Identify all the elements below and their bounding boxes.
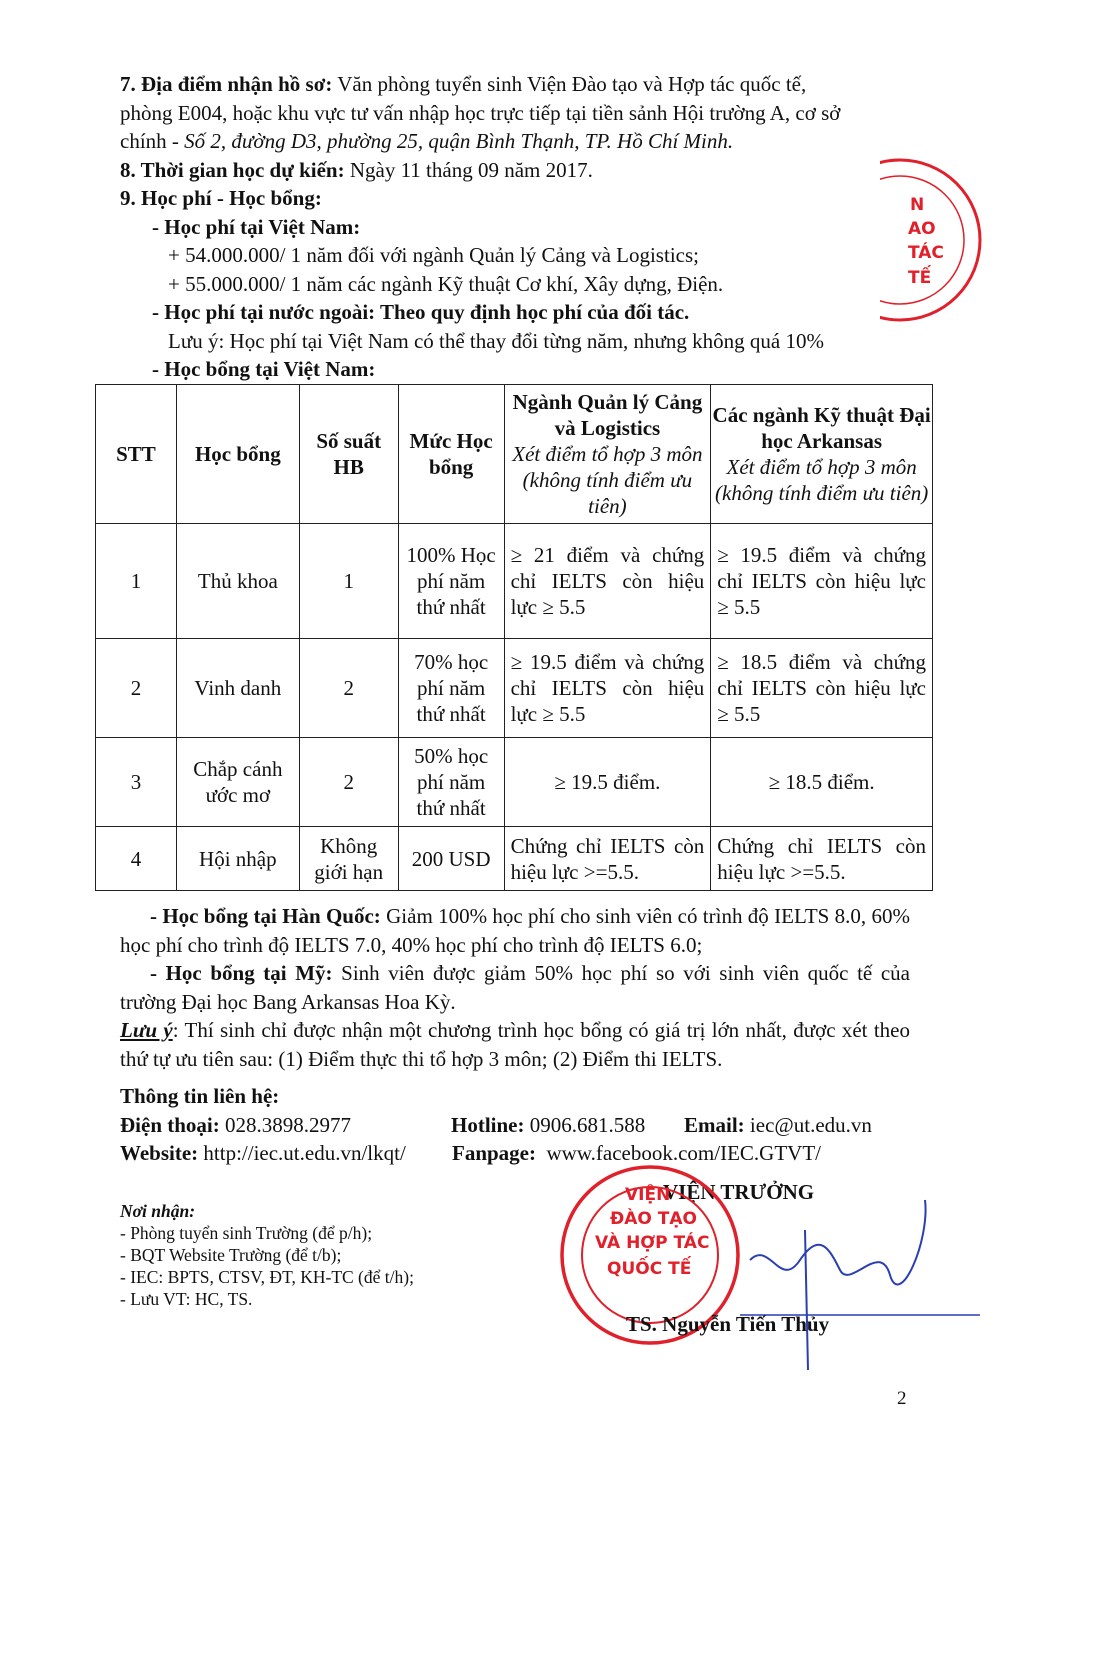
phone-value: 028.3898.2977 — [219, 1112, 351, 1137]
header-level: Mức Học bổng — [409, 429, 493, 479]
fee-item: + 55.000.000/ 1 năm các ngành Kỹ thuật Cơ khí, Xây dựng, Điện. — [168, 271, 724, 296]
svg-text:AO: AO — [908, 219, 936, 239]
abroad-fee: - Học phí tại nước ngoài: Theo quy định học phí của đối tác. — [152, 300, 690, 324]
website-label: Website: — [120, 1140, 199, 1165]
usa-label: - Học bổng tại Mỹ: — [150, 961, 333, 985]
phone-label: Điện thoại: — [120, 1112, 220, 1137]
svg-text:VIỆN: VIỆN — [625, 1185, 671, 1205]
header-arkansas: Các ngành Kỹ thuật Đại học Arkansas — [712, 403, 931, 453]
contact-info — [120, 1082, 920, 1167]
section7-label: 7. Địa điểm nhận hồ sơ: — [120, 72, 333, 96]
email-label: Email: — [684, 1112, 745, 1137]
side-stamp — [880, 150, 990, 335]
svg-text:TẾ: TẾ — [908, 268, 932, 288]
svg-text:VÀ HỢP TÁC: VÀ HỢP TÁC — [595, 1233, 710, 1253]
cell-level: 200 USD — [398, 827, 504, 891]
fee-note: Lưu ý: Học phí tại Việt Nam có thể thay đổi từng năm, nhưng không quá 10% — [168, 328, 824, 353]
cell-arkansas: ≥ 19.5 điểm và chứng chỉ IELTS còn hiệu lực ≥ 5.5 — [711, 524, 933, 639]
korea-text: Giảm 100% học phí cho sinh viên có trình độ IELTS 8.0, 60% học phí cho trình độ IELTS 7.0, 40% học phí cho trình độ IELTS 6.0; — [120, 904, 910, 957]
recipient-item: - Phòng tuyển sinh Trường (để p/h); — [120, 1223, 373, 1243]
section9-label: 9. Học phí - Học bổng: — [120, 186, 322, 210]
other-scholarships — [120, 902, 910, 1073]
header-name: Học bổng — [194, 442, 281, 466]
address: Số 2, đường D3, phường 25, quận Bình Thạnh, TP. Hồ Chí Minh. — [184, 129, 734, 153]
table-row — [96, 827, 933, 891]
recipients-title: Nơi nhận: — [120, 1201, 196, 1221]
table-row — [96, 524, 933, 639]
hotline-label: Hotline: — [451, 1112, 525, 1137]
signer-name: TS. Nguyễn Tiến Thủy — [626, 1312, 830, 1336]
svg-text:ĐÀO TẠO: ĐÀO TẠO — [610, 1209, 697, 1229]
svg-text:TÁC: TÁC — [908, 243, 944, 263]
vn-scholarship-label: - Học bổng tại Việt Nam: — [152, 357, 376, 381]
cell-logistics: ≥ 21 điểm và chứng chỉ IELTS còn hiệu lực ≥ 5.5 — [504, 524, 711, 639]
table-header-row — [96, 385, 933, 524]
svg-text:QUỐC TẾ: QUỐC TẾ — [607, 1259, 692, 1279]
cell-logistics: ≥ 19.5 điểm và chứng chỉ IELTS còn hiệu lực ≥ 5.5 — [504, 639, 711, 738]
cell-arkansas: ≥ 18.5 điểm và chứng chỉ IELTS còn hiệu lực ≥ 5.5 — [711, 639, 933, 738]
vn-fee-label: - Học phí tại Việt Nam: — [152, 214, 361, 239]
cell-count: 2 — [299, 738, 398, 827]
section8-label: 8. Thời gian học dự kiến: — [120, 157, 345, 182]
note-label: Lưu ý — [120, 1018, 173, 1042]
note-text: : Thí sinh chỉ được nhận một chương trình học bổng có giá trị lớn nhất, được xét theo thứ tự ưu tiên sau: (1) Điểm thực thi tổ hợp 3 môn; (2) Điểm thi IELTS. — [120, 1018, 910, 1071]
header-logistics-sub: Xét điểm tổ hợp 3 môn (không tính điểm ưu tiên) — [512, 442, 703, 518]
recipient-item: - Lưu VT: HC, TS. — [120, 1289, 253, 1309]
table-row — [96, 639, 933, 738]
section-7-8-9 — [120, 70, 910, 384]
cell-count: 1 — [299, 524, 398, 639]
cell-name: Thủ khoa — [176, 524, 299, 639]
usa-text: Sinh viên được giảm 50% học phí so với sinh viên quốc tế của trường Đại học Bang Arkansas Hoa Kỳ. — [120, 961, 910, 1014]
signature-ink — [740, 1180, 990, 1380]
fanpage-link[interactable]: www.facebook.com/IEC.GTVT/ — [546, 1140, 821, 1165]
recipient-item: - BQT Website Trường (để t/b); — [120, 1245, 342, 1265]
table-row — [96, 738, 933, 827]
cell-stt: 1 — [96, 524, 177, 639]
section7-text: Văn phòng tuyển sinh Viện Đào tạo và Hợp tác quốc tế, — [332, 72, 807, 96]
cell-name: Vinh danh — [176, 639, 299, 738]
korea-label: - Học bổng tại Hàn Quốc: — [150, 904, 381, 928]
header-count: Số suất HB — [316, 429, 382, 479]
cell-name: Chắp cánh ước mơ — [176, 738, 299, 827]
recipients — [120, 1200, 414, 1310]
cell-stt: 3 — [96, 738, 177, 827]
hotline-value: 0906.681.588 — [524, 1112, 646, 1137]
header-arkansas-sub: Xét điểm tổ hợp 3 môn (không tính điểm ưu tiên) — [715, 455, 929, 505]
cell-logistics: ≥ 19.5 điểm. — [504, 738, 711, 827]
cell-arkansas: ≥ 18.5 điểm. — [711, 738, 933, 827]
signature-title: VIỆN TRƯỞNG — [663, 1180, 815, 1204]
recipient-item: - IEC: BPTS, CTSV, ĐT, KH-TC (để t/h); — [120, 1267, 414, 1287]
header-logistics: Ngành Quản lý Cảng và Logistics — [512, 390, 703, 440]
cell-stt: 2 — [96, 639, 177, 738]
cell-level: 70% học phí năm thứ nhất — [398, 639, 504, 738]
section8-text: Ngày 11 tháng 09 năm 2017. — [344, 157, 593, 182]
cell-count: Không giới hạn — [299, 827, 398, 891]
cell-arkansas: Chứng chỉ IELTS còn hiệu lực >=5.5. — [711, 827, 933, 891]
cell-level: 50% học phí năm thứ nhất — [398, 738, 504, 827]
svg-text:N: N — [910, 195, 925, 215]
email-value: iec@ut.edu.vn — [744, 1112, 872, 1137]
section7-prefix: chính - — [120, 129, 185, 153]
cell-logistics: Chứng chỉ IELTS còn hiệu lực >=5.5. — [504, 827, 711, 891]
cell-name: Hội nhập — [176, 827, 299, 891]
cell-stt: 4 — [96, 827, 177, 891]
header-stt: STT — [116, 442, 156, 466]
fee-item: + 54.000.000/ 1 năm đối với ngành Quản lý Cảng và Logistics; — [168, 243, 699, 267]
contact-title: Thông tin liên hệ: — [120, 1084, 280, 1108]
page-number: 2 — [897, 1388, 907, 1409]
cell-level: 100% Học phí năm thứ nhất — [398, 524, 504, 639]
fanpage-label: Fanpage: — [452, 1140, 536, 1165]
scholarship-table — [95, 384, 933, 891]
website-link[interactable]: http://iec.ut.edu.vn/lkqt/ — [198, 1140, 406, 1165]
cell-count: 2 — [299, 639, 398, 738]
section7-line2: phòng E004, hoặc khu vực tư vấn nhập học trực tiếp tại tiền sảnh Hội trường A, cơ sở — [120, 100, 841, 125]
